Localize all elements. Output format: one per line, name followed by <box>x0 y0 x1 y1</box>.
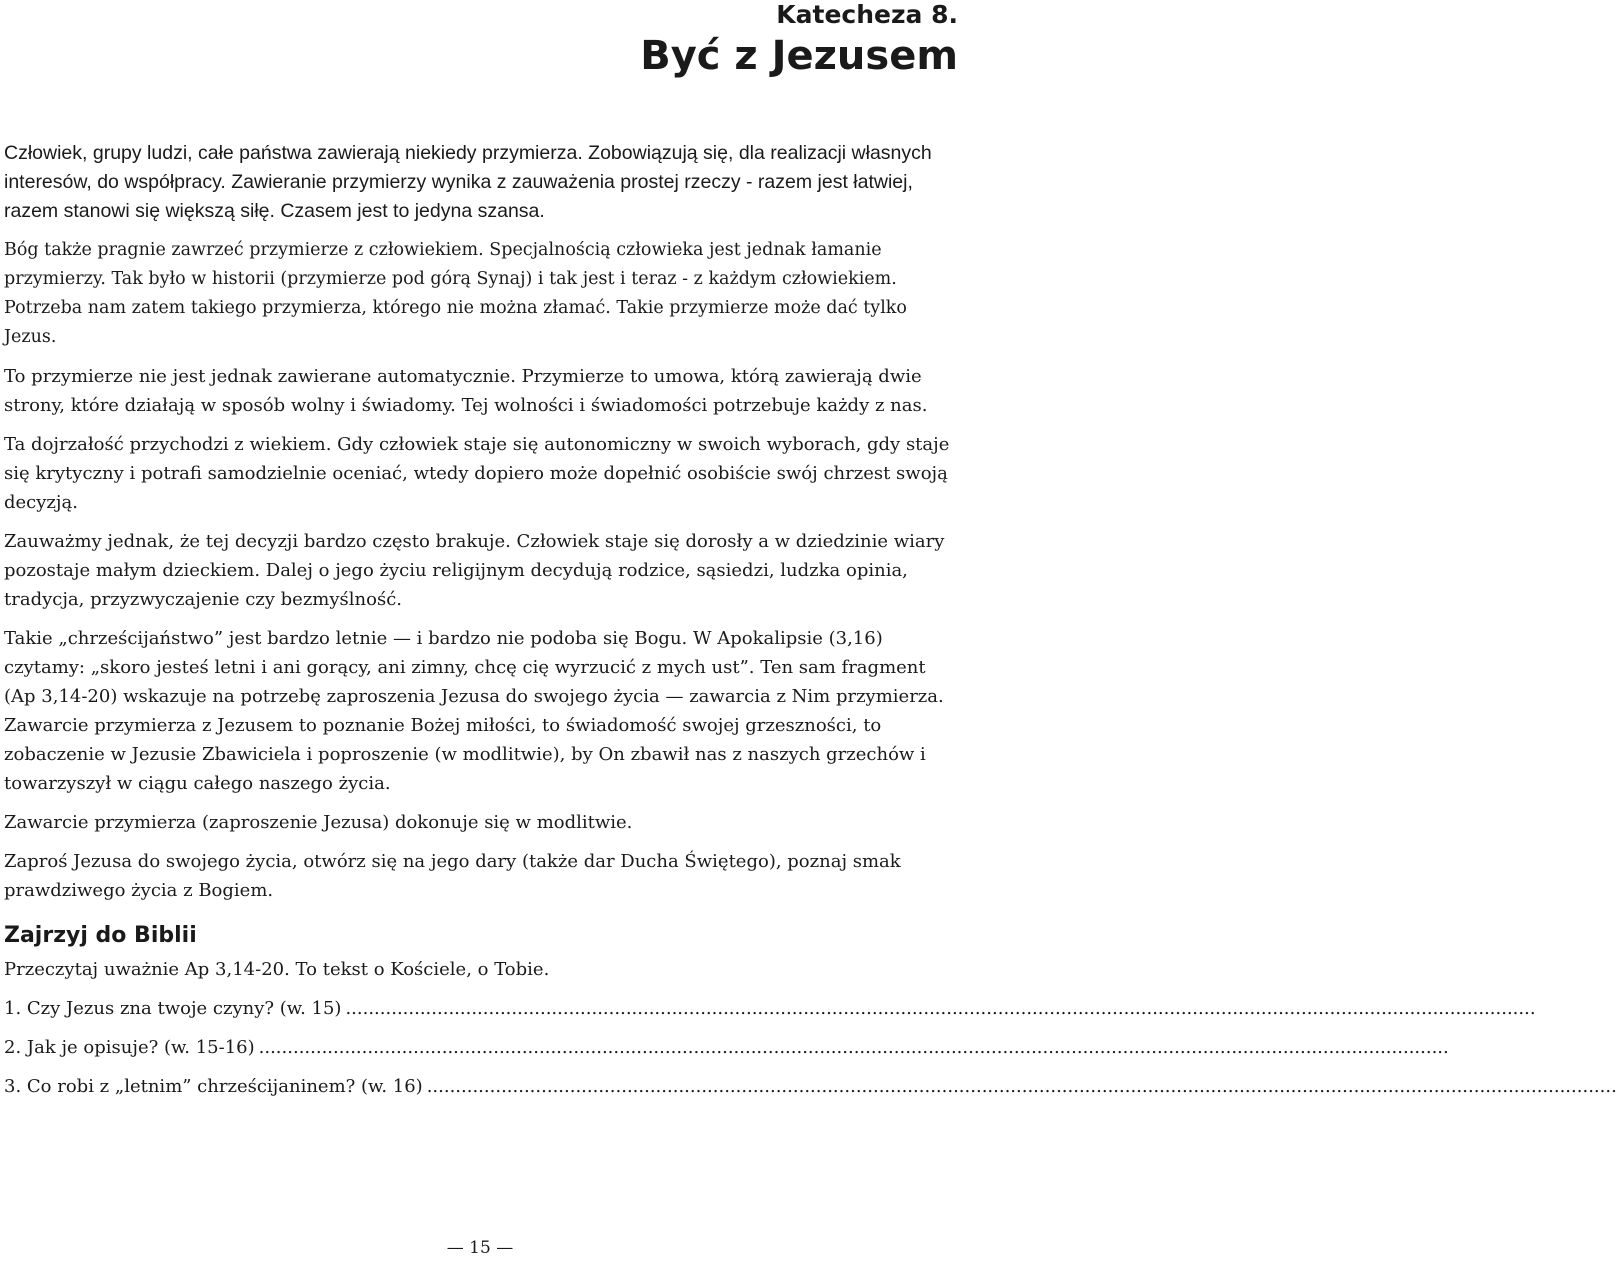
answer-line-3: ................................................................................................................................................................................................................ <box>426 1076 1617 1097</box>
paragraph-2: Bóg także pragnie zawrzeć przymierze z człowiekiem. Specjalnością człowieka jest jednak łamanie przymierzy. Tak było w historii (przymierze pod górą Synaj) i tak jest i teraz - z każdym człowiekiem. Potrzeba nam zatem takiego przymierza, którego nie można złamać. Takie przymierze może dać tylko Jezus. <box>4 240 907 347</box>
bible-section-heading: Zajrzyj do Biblii <box>4 923 197 948</box>
answer-line-1: ................................................................................................................................................................................................................ <box>345 998 1536 1019</box>
page-title: Być z Jezusem <box>640 33 958 79</box>
paragraph-5: Zauważmy jednak, że tej decyzji bardzo często brakuje. Człowiek staje się dorosły a w dziedzinie wiary pozostaje małym dzieckiem. Dalej o jego życiu religijnym decydują rodzice, sąsiedzi, ludzka opinia, tradycja, przyzwyczajenie czy bezmyślność. <box>4 531 945 610</box>
question-2-text: 2. Jak je opisuje? (w. 15-16) <box>4 1037 255 1058</box>
lesson-number: Katecheza 8. <box>776 0 958 29</box>
paragraph-4: Ta dojrzałość przychodzi z wiekiem. Gdy człowiek staje się autonomiczny w swoich wyborach, gdy staje się krytyczny i potrafi samodzielnie oceniać, wtedy dopiero może dopełnić osobiście swój chrzest swoją decyzją. <box>4 434 950 513</box>
bible-section-intro: Przeczytaj uważnie Ap 3,14-20. To tekst o Kościele, o Tobie. <box>4 959 550 980</box>
page-number: — 15 — <box>446 1238 514 1258</box>
page-header <box>640 0 958 82</box>
paragraph-6: Takie „chrześcijaństwo” jest bardzo letnie — i bardzo nie podoba się Bogu. W Apokalipsie (3,16) czytamy: „skoro jesteś letni i ani gorący, ani zimny, chcę cię wyrzucić z mych ust”. Ten sam fragment (Ap 3,14-20) wskazuje na potrzebę zaproszenia Jezusa do swojego życia — zawarcia z Nim przymierza. Zawarcie przymierza z Jezusem to poznanie Bożej miłości, to świadomość swojej grzeszności, to zobaczenie w Jezusie Zbawiciela i poproszenie (w modlitwie), by On zbawił nas z naszych grzechów i towarzyszył w ciągu całego naszego życia. <box>4 628 944 794</box>
paragraph-3: To przymierze nie jest jednak zawierane automatycznie. Przymierze to umowa, którą zawierają dwie strony, które działają w sposób wolny i świadomy. Tej wolności i świadomości potrzebuje każdy z nas. <box>4 366 928 416</box>
main-content <box>4 139 1617 1111</box>
paragraph-8: Zaproś Jezusa do swojego życia, otwórz się na jego dary (także dar Ducha Świętego), poznaj smak prawdziwego życia z Bogiem. <box>4 851 901 901</box>
question-3-text: 3. Co robi z „letnim” chrześcijaninem? (w. 16) <box>4 1076 423 1097</box>
paragraph-1: Człowiek, grupy ludzi, całe państwa zawierają niekiedy przymierza. Zobowiązują się, dla realizacji własnych interesów, do współpracy. Zawieranie przymierzy wynika z zauważenia prostej rzeczy - razem jest łatwiej, razem stanowi się większą siłę. Czasem jest to jedyna szansa. <box>4 142 932 222</box>
question-1-text: 1. Czy Jezus zna twoje czyny? (w. 15) <box>4 998 342 1019</box>
question-2 <box>4 1033 1449 1062</box>
question-3 <box>4 1072 1617 1101</box>
paragraph-7: Zawarcie przymierza (zaproszenie Jezusa) dokonuje się w modlitwie. <box>4 812 633 833</box>
answer-line-2: ................................................................................................................................................................................................................ <box>258 1037 1449 1058</box>
question-1 <box>4 994 1536 1023</box>
